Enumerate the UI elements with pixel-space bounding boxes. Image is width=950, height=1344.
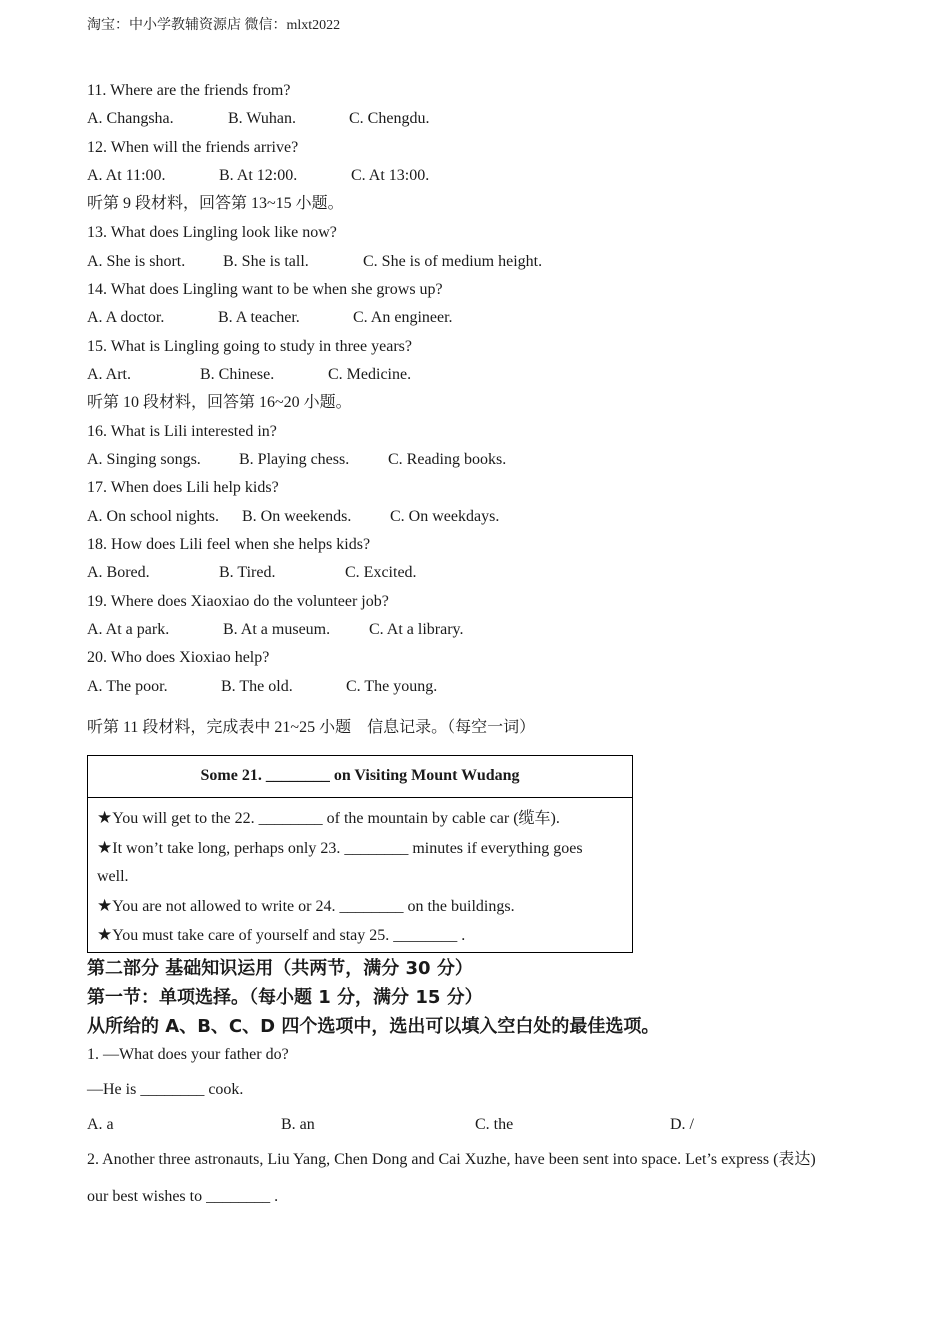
section-1-heading: 第一节：单项选择。（每小题 1 分，满分 15 分） (87, 987, 483, 1008)
option-b: B. Playing chess. (239, 451, 350, 468)
option-b: B. Chinese. (200, 366, 275, 383)
option-b: B. an (281, 1116, 315, 1133)
option-c: C. On weekdays. (390, 508, 500, 525)
question-16: 16. What is Lili interested in? (87, 423, 277, 440)
option-c: C. At a library. (369, 621, 464, 638)
option-a: A. Singing songs. (87, 451, 201, 468)
question-14-options (87, 308, 847, 328)
section-10-instruction: 听第 10 段材料，回答第 16~20 小题。 (87, 394, 352, 411)
star-icon: ★ (97, 808, 113, 827)
table-item: ★You are not allowed to write or 24. ________ on the buildings. (97, 895, 515, 915)
option-b: B. She is tall. (223, 253, 309, 270)
table-body (97, 804, 617, 951)
question-15: 15. What is Lingling going to study in three years? (87, 338, 412, 355)
option-c: C. Medicine. (328, 366, 412, 383)
option-b: B. Wuhan. (228, 110, 296, 127)
option-b: B. A teacher. (218, 309, 300, 326)
option-a: A. Art. (87, 366, 131, 383)
mc-question-2: 2. Another three astronauts, Liu Yang, Chen Dong and Cai Xuzhe, have been sent into space. Let’s express (表达) (87, 1151, 816, 1168)
question-19-options (87, 620, 847, 640)
question-17-options (87, 507, 847, 527)
star-icon: ★ (97, 925, 113, 944)
mc-question-2-line2: our best wishes to ________ . (87, 1188, 279, 1205)
question-13: 13. What does Lingling look like now? (87, 224, 337, 241)
question-13-options (87, 252, 847, 272)
star-icon: ★ (97, 837, 113, 857)
question-20-options (87, 677, 847, 697)
question-17: 17. When does Lili help kids? (87, 479, 279, 496)
option-c: C. Reading books. (388, 451, 507, 468)
section-11-instruction: 听第 11 段材料，完成表中 21~25 小题 信息记录。（每空一词） (87, 719, 536, 736)
option-d: D. / (670, 1116, 694, 1133)
option-b: B. The old. (221, 678, 293, 695)
option-a: A. A doctor. (87, 309, 165, 326)
section-9-instruction: 听第 9 段材料，回答第 13~15 小题。 (87, 195, 344, 212)
option-b: B. At 12:00. (219, 167, 298, 184)
mc-question-1-line2: —He is ________ cook. (87, 1081, 244, 1098)
option-a: A. Changsha. (87, 110, 174, 127)
option-b: B. At a museum. (223, 621, 331, 638)
question-11: 11. Where are the friends from? (87, 82, 291, 99)
question-18: 18. How does Lili feel when she helps kids? (87, 536, 371, 553)
question-16-options (87, 450, 847, 470)
choice-instruction: 从所给的 A、B、C、D 四个选项中，选出可以填入空白处的最佳选项。 (87, 1016, 660, 1037)
table-title: Some 21. ________ on Visiting Mount Wudang (88, 756, 632, 798)
option-a: A. At a park. (87, 621, 170, 638)
option-b: B. On weekends. (242, 508, 352, 525)
question-11-options (87, 109, 847, 129)
option-a: A. Bored. (87, 564, 150, 581)
option-c: C. At 13:00. (351, 167, 430, 184)
table-item: ★You must take care of yourself and stay 25. ________ . (97, 925, 466, 944)
part-2-heading: 第二部分 基础知识运用（共两节，满分 30 分） (87, 958, 473, 979)
option-c: C. the (475, 1116, 514, 1133)
option-c: C. The young. (346, 678, 438, 695)
option-a: A. She is short. (87, 253, 186, 270)
question-14: 14. What does Lingling want to be when she grows up? (87, 281, 443, 298)
question-20: 20. Who does Xioxiao help? (87, 649, 270, 666)
page-header: 淘宝：中小学教辅资源店 微信：mlxt2022 (87, 18, 341, 33)
option-b: B. Tired. (219, 564, 276, 581)
mc-question-1: 1. —What does your father do? (87, 1046, 289, 1063)
option-a: A. The poor. (87, 678, 168, 695)
question-12: 12. When will the friends arrive? (87, 139, 299, 156)
option-c: C. Chengdu. (349, 110, 430, 127)
option-a: A. On school nights. (87, 508, 219, 525)
question-12-options (87, 166, 847, 186)
option-c: C. Excited. (345, 564, 417, 581)
option-a: A. a (87, 1116, 114, 1133)
option-a: A. At 11:00. (87, 167, 166, 184)
question-18-options (87, 563, 847, 583)
table-item: ★You will get to the 22. ________ of the mountain by cable car (缆车). (97, 808, 560, 827)
table-item: ★It won’t take long, perhaps only 23. ________ minutes if everything goes well. (97, 837, 583, 885)
mc-question-1-options (87, 1115, 847, 1135)
star-icon: ★ (97, 895, 113, 915)
question-15-options (87, 365, 847, 385)
question-19: 19. Where does Xiaoxiao do the volunteer job? (87, 593, 389, 610)
option-c: C. An engineer. (353, 309, 453, 326)
option-c: C. She is of medium height. (363, 253, 543, 270)
info-record-table (87, 755, 633, 953)
